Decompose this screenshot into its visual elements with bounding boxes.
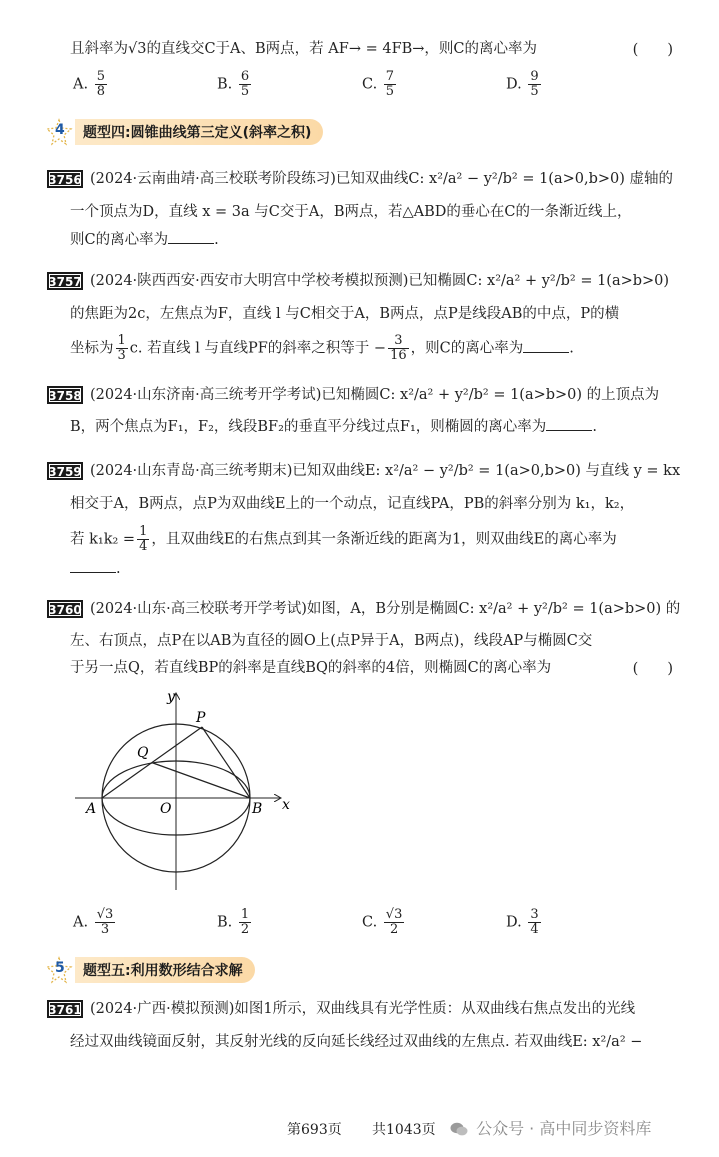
section-header [45,955,255,985]
page-number: 第693页 [287,1122,342,1138]
question-text: B，两个焦点为F₁，F₂，线段BF₂的垂直平分线过点F₁，则椭圆的离心率为 . [70,419,597,435]
question-text: 左、右顶点，点P在以AB为直径的圆O上(点P异于A，B两点)，线段AP与椭圆C交 [70,633,593,649]
question-number: 3758 [47,386,83,404]
question-text: (2024·广西·模拟预测)如图1所示，双曲线具有光学性质：从双曲线右焦点发出的光线 [90,1001,636,1017]
label-y: y [167,689,175,705]
section-header [45,117,323,147]
question-text: (2024·陕西西安·西安市大明宫中学校考模拟预测)已知椭圆C: x²/a² + y²/b² = 1(a>b>0) [90,273,670,289]
question-text: (2024·山东济南·高三统考开学考试)已知椭圆C: x²/a² + y²/b² = 1(a>b>0) 的上顶点为 [90,387,660,403]
question-text: 相交于A，B两点，点P为双曲线E上的一个动点，记直线PA，PB的斜率分别为 k₁，k₂， [70,496,635,512]
option-d[interactable]: D. $\frac{9}{5}$ [506,69,539,99]
question-text: (2024·云南曲靖·高三校联考阶段练习)已知双曲线C: x²/a² − y²/b² = 1(a>0,b>0) 虚轴的 [90,171,674,187]
label-o: O [160,801,172,817]
question-number: 3760 [47,600,83,618]
answer-paren: ( ) [632,661,673,677]
question-text: (2024·山东·高三校联考开学考试)如图，A，B分别是椭圆C: x²/a² + y²/b² = 1(a>b>0) 的 [90,601,681,617]
page-total: 共1043页 [372,1122,436,1138]
option-c[interactable]: C. $\frac{7}{5}$ [362,69,395,99]
question-text: 坐标为 $\frac{1}{3}$ c. 若直线 l 与直线PF的斜率之积等于 − $\frac{3}{16}$ ，则C的离心率为 . [70,333,574,363]
question-text: 于另一点Q，若直线BP的斜率是直线BQ的斜率的4倍，则椭圆C的离心率为 [70,660,552,676]
question-text: 且斜率为√3的直线交C于A、B两点，若 AF→ = 4FB→，则C的离心率为 [70,41,538,57]
star-icon: 5 [45,956,73,984]
section-title: 题型五:利用数形结合求解 [75,957,255,983]
option-c[interactable]: C. $\frac{√3}{2}$ [362,907,403,937]
question-text: 的焦距为2c，左焦点为F，直线 l 与C相交于A，B两点，点P是线段AB的中点，P的横 [70,306,620,322]
label-q: Q [137,745,149,761]
star-icon: 4 [45,118,73,146]
answer-blank[interactable] [546,417,592,431]
segment-bp [202,727,250,798]
question-number: 3761 [47,1000,83,1018]
segment-ap [102,727,202,798]
question-text: 一个顶点为D，直线 x = 3a 与C交于A，B两点，若△ABD的垂心在C的一条渐近线上， [70,204,632,220]
answer-paren: ( ) [632,42,673,58]
question-text: 若 k₁k₂ = $\frac{1}{4}$ ，且双曲线E的右焦点到其一条渐近线的距离为1，则双曲线E的离心率为 [70,524,617,554]
segment-bq [153,763,250,798]
option-b[interactable]: B. $\frac{1}{2}$ [217,907,250,937]
answer-blank[interactable] [168,230,214,244]
answer-blank[interactable] [70,559,116,573]
question-text: . [70,558,121,580]
option-b[interactable]: B. $\frac{6}{5}$ [217,69,250,99]
question-number: 3759 [47,462,83,480]
label-b: B [252,801,263,817]
option-d[interactable]: D. $\frac{3}{4}$ [506,907,539,937]
label-a: A [86,801,97,817]
label-p: P [196,710,206,726]
question-text: 经过双曲线镜面反射，其反射光线的反向延长线经过双曲线的左焦点. 若双曲线E: x²/a² − [70,1034,643,1050]
ellipse-circle-figure [70,688,300,893]
section-title: 题型四:圆锥曲线第三定义(斜率之积) [75,119,323,145]
watermark: 公众号 · 高中同步资料库 [450,1116,651,1139]
answer-blank[interactable] [523,339,569,353]
option-a[interactable]: A. $\frac{√3}{3}$ [73,907,114,937]
question-text: (2024·山东青岛·高三统考期末)已知双曲线E: x²/a² − y²/b² = 1(a>0,b>0) 与直线 y = kx [90,463,681,479]
wechat-icon [450,1121,468,1135]
question-number: 3757 [47,272,83,290]
question-number: 3756 [47,170,83,188]
question-text: 则C的离心率为 . [70,232,219,248]
option-a[interactable]: A. $\frac{5}{8}$ [73,69,105,99]
label-x: x [282,797,290,813]
